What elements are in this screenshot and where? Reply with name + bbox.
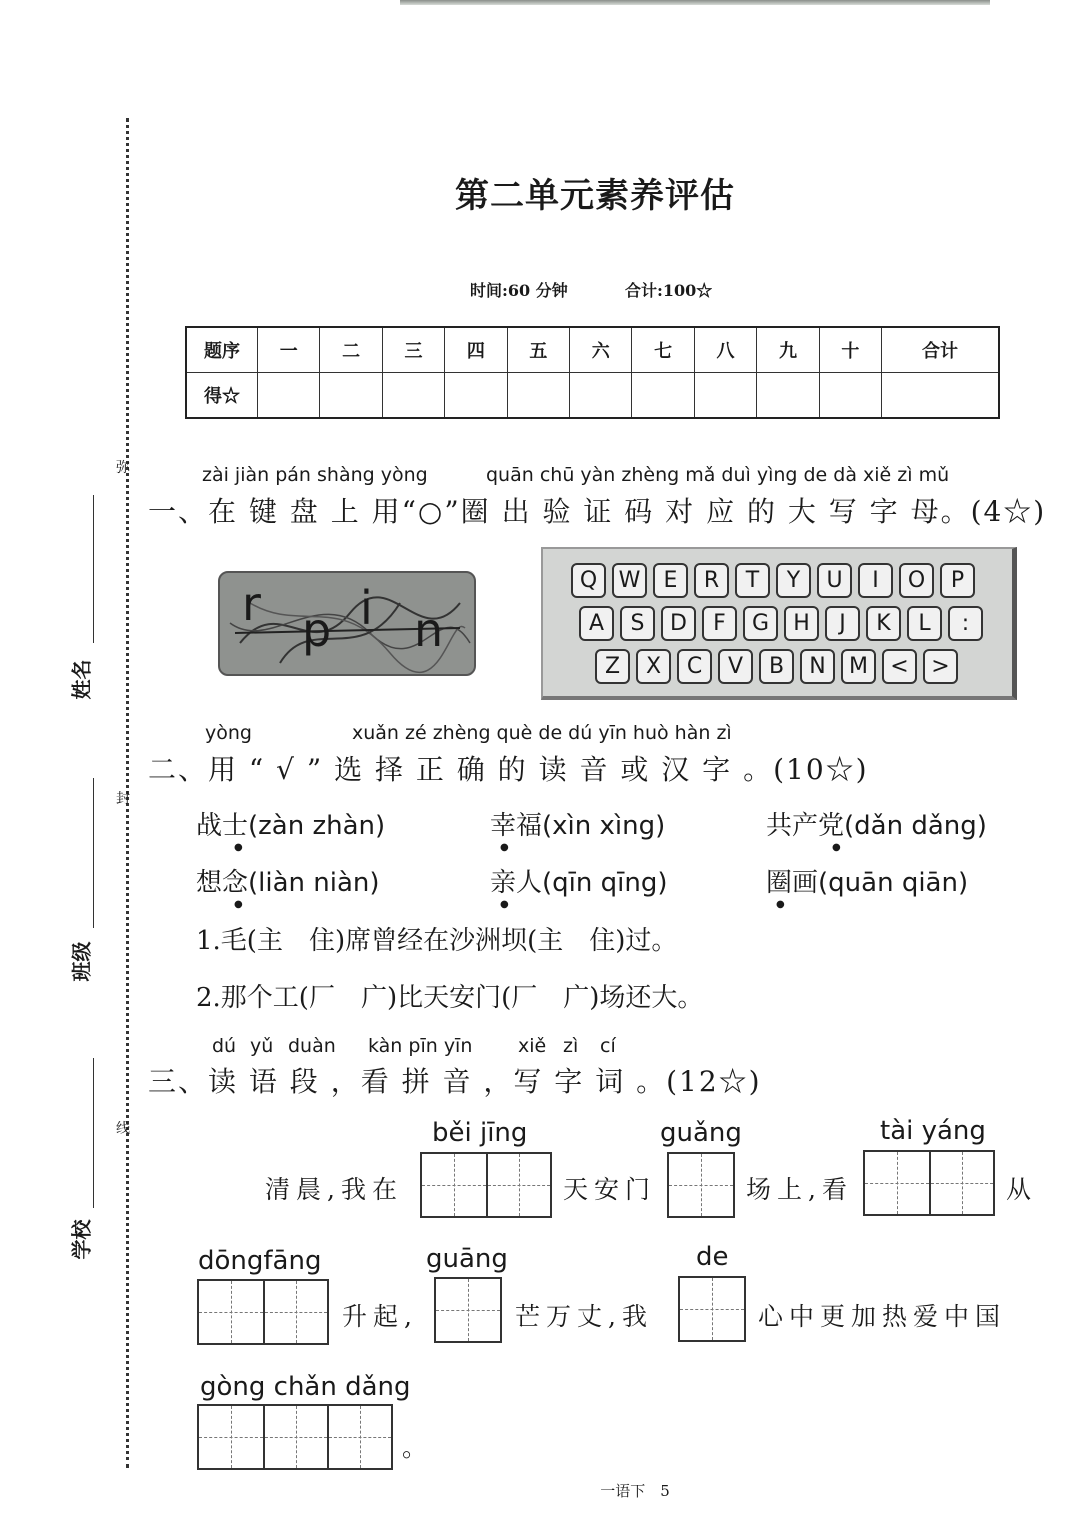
emphasis-dot: ●	[832, 842, 841, 853]
key[interactable]: Z	[595, 649, 630, 684]
q3-pinyin: kàn pīn yīn	[368, 1035, 473, 1057]
writing-cell[interactable]	[680, 1278, 744, 1340]
q2-item-options[interactable]: (zàn zhàn)	[248, 811, 386, 841]
write-pinyin: dōngfāng	[198, 1246, 322, 1276]
key[interactable]: H	[784, 606, 819, 641]
emphasis-dot: ●	[500, 899, 509, 910]
key[interactable]: X	[636, 649, 671, 684]
key[interactable]: :	[948, 606, 983, 641]
binding-char-xian: 线	[116, 1121, 130, 1137]
q2-sentence-2[interactable]: 2.那个工(厂 广)比天安门(厂 广)场还大。	[196, 983, 704, 1013]
key[interactable]: N	[800, 649, 835, 684]
q3-pinyin: xiě	[518, 1035, 547, 1057]
writing-cell[interactable]	[865, 1152, 929, 1214]
binding-char-mi: 弥	[116, 460, 130, 476]
key[interactable]: A	[579, 606, 614, 641]
q3-text: 芒万丈,我	[515, 1302, 653, 1331]
q3-text: 升起,	[342, 1302, 418, 1331]
score-cell[interactable]	[757, 373, 819, 419]
score-table	[185, 326, 1000, 419]
score-cell[interactable]	[570, 373, 632, 419]
score-cell[interactable]	[694, 373, 756, 419]
write-pinyin: de	[696, 1242, 729, 1272]
writing-cell[interactable]	[929, 1152, 993, 1214]
score-header-cell: 四	[445, 327, 507, 373]
writing-cell[interactable]	[263, 1281, 327, 1343]
key[interactable]: I	[858, 563, 893, 598]
exam-total: 合计:100☆	[625, 281, 713, 300]
q2-item-word: 战士	[196, 811, 249, 841]
q2-item-word: 幸福	[490, 811, 543, 841]
page-title: 第二单元素养评估	[455, 176, 735, 216]
write-pinyin: guǎng	[660, 1118, 742, 1148]
key[interactable]: >	[923, 649, 958, 684]
writing-cell[interactable]	[422, 1154, 486, 1216]
q3-text: 。	[402, 1433, 434, 1462]
q2-pinyin-b: xuǎn zé zhèng què de dú yīn huò hàn zì	[352, 722, 732, 744]
score-header-cell: 题序	[186, 327, 258, 373]
score-header-cell: 七	[632, 327, 694, 373]
writing-grid[interactable]	[863, 1150, 995, 1216]
score-cell[interactable]	[445, 373, 507, 419]
writing-grid[interactable]	[678, 1276, 746, 1342]
writing-cell[interactable]	[669, 1154, 733, 1216]
q2-item-options[interactable]: (qīn qīng)	[542, 868, 668, 898]
name-line[interactable]	[93, 495, 94, 643]
q2-item-word: 共产党	[766, 811, 845, 841]
exam-time: 时间:60 分钟	[470, 281, 568, 300]
q1-pinyin-b: quān chū yàn zhèng mǎ duì yìng de dà xiě zì mǔ	[486, 464, 950, 486]
key[interactable]: C	[677, 649, 712, 684]
q2-heading: 二、用 “ √ ” 选 择 正 确 的 读 音 或 汉 字 。(10☆)	[148, 753, 869, 786]
captcha-image	[218, 571, 476, 676]
q2-item-word: 亲人	[490, 868, 543, 898]
q1-heading: 一、在 键 盘 上 用“○”圈 出 验 证 码 对 应 的 大 写 字 母。(4☆)	[148, 495, 1047, 528]
score-cell[interactable]	[882, 373, 999, 419]
score-cell[interactable]	[507, 373, 569, 419]
q2-item-word: 圈画	[766, 868, 819, 898]
q2-item	[196, 805, 385, 842]
key[interactable]: F	[702, 606, 737, 641]
score-header-cell: 三	[382, 327, 444, 373]
writing-grid[interactable]	[667, 1152, 735, 1218]
q3-heading: 三、读 语 段 ，看 拼 音 ，写 字 词 。(12☆)	[148, 1065, 762, 1098]
score-cell[interactable]	[258, 373, 320, 419]
writing-cell[interactable]	[263, 1406, 327, 1468]
class-label: 班级	[69, 941, 94, 982]
key[interactable]: T	[735, 563, 770, 598]
key[interactable]: K	[866, 606, 901, 641]
writing-cell[interactable]	[486, 1154, 550, 1216]
key[interactable]: E	[653, 563, 688, 598]
binding-char-feng: 封	[116, 791, 130, 807]
page-footer: 一语下 5	[600, 1482, 670, 1500]
captcha-letter: r	[242, 577, 261, 631]
q2-sentence-1[interactable]: 1.毛(主 住)席曾经在沙洲坝(主 住)过。	[196, 926, 678, 956]
captcha-letter: n	[414, 603, 444, 657]
q2-item-options[interactable]: (liàn niàn)	[248, 868, 380, 898]
q1-pinyin-a: zài jiàn pán shàng yòng	[202, 464, 428, 486]
score-header-cell: 十	[819, 327, 881, 373]
writing-cell[interactable]	[199, 1406, 263, 1468]
school-line[interactable]	[93, 1058, 94, 1208]
score-cell[interactable]	[632, 373, 694, 419]
captcha-letter: p	[302, 603, 332, 657]
write-pinyin: tài yáng	[880, 1116, 986, 1146]
key[interactable]: S	[620, 606, 655, 641]
q2-item	[490, 805, 665, 842]
key[interactable]: V	[718, 649, 753, 684]
write-pinyin: gòng chǎn dǎng	[200, 1372, 411, 1402]
q3-text: 清晨,我在	[265, 1175, 403, 1204]
score-header-cell: 合计	[882, 327, 999, 373]
key[interactable]: Y	[776, 563, 811, 598]
score-header-cell: 二	[320, 327, 382, 373]
q2-item	[766, 805, 987, 842]
score-header-cell: 一	[258, 327, 320, 373]
keyboard-image	[541, 547, 1017, 700]
key[interactable]: M	[841, 649, 876, 684]
key[interactable]: J	[825, 606, 860, 641]
writing-grid[interactable]	[434, 1277, 502, 1343]
score-header-cell: 六	[570, 327, 632, 373]
q2-pinyin-a: yòng	[205, 722, 252, 744]
key[interactable]: <	[882, 649, 917, 684]
key[interactable]: W	[612, 563, 647, 598]
writing-cell[interactable]	[436, 1279, 500, 1341]
captcha-letter: i	[360, 581, 373, 635]
score-cell[interactable]	[382, 373, 444, 419]
write-pinyin: běi jīng	[432, 1118, 528, 1148]
score-table-row	[186, 373, 999, 419]
name-label: 姓名	[69, 659, 94, 700]
q3-pinyin: zì	[563, 1035, 579, 1057]
emphasis-dot: ●	[234, 842, 243, 853]
key[interactable]: L	[907, 606, 942, 641]
q2-item	[196, 862, 380, 899]
q3-pinyin: dú	[212, 1035, 237, 1057]
key[interactable]: P	[940, 563, 975, 598]
writing-grid[interactable]	[420, 1152, 552, 1218]
key[interactable]: D	[661, 606, 696, 641]
q3-text: 从	[1006, 1175, 1038, 1204]
q3-pinyin: yǔ	[250, 1035, 274, 1057]
write-pinyin: guāng	[426, 1244, 508, 1274]
key[interactable]: B	[759, 649, 794, 684]
emphasis-dot: ●	[234, 899, 243, 910]
q2-item	[766, 862, 968, 899]
emphasis-dot: ●	[500, 842, 509, 853]
scan-top-edge	[400, 0, 990, 5]
key[interactable]: Q	[571, 563, 606, 598]
emphasis-dot: ●	[776, 899, 785, 910]
score-header-cell: 八	[694, 327, 756, 373]
q3-text: 心中更加热爱中国	[758, 1302, 1007, 1331]
writing-grid[interactable]	[197, 1279, 329, 1345]
score-cell[interactable]	[320, 373, 382, 419]
q3-text: 场上,看	[746, 1175, 853, 1204]
writing-cell[interactable]	[199, 1281, 263, 1343]
q2-item	[490, 862, 667, 899]
writing-grid[interactable]	[197, 1404, 393, 1470]
score-row-label: 得☆	[186, 373, 258, 419]
key[interactable]: O	[899, 563, 934, 598]
q3-pinyin: cí	[600, 1035, 616, 1057]
q2-item-options[interactable]: (dǎn dǎng)	[844, 811, 987, 841]
q2-item-options[interactable]: (xìn xìng)	[542, 811, 666, 841]
key[interactable]: G	[743, 606, 778, 641]
score-header-cell: 五	[507, 327, 569, 373]
score-table-header	[186, 327, 999, 373]
q3-pinyin: duàn	[288, 1035, 336, 1057]
score-cell[interactable]	[819, 373, 881, 419]
key[interactable]: R	[694, 563, 729, 598]
q3-text: 天安门	[563, 1175, 657, 1204]
q2-item-options[interactable]: (quān qiān)	[818, 868, 969, 898]
score-header-cell: 九	[757, 327, 819, 373]
writing-cell[interactable]	[327, 1406, 391, 1468]
class-line[interactable]	[93, 778, 94, 928]
q2-item-word: 想念	[196, 868, 249, 898]
key[interactable]: U	[817, 563, 852, 598]
school-label: 学校	[69, 1219, 94, 1260]
